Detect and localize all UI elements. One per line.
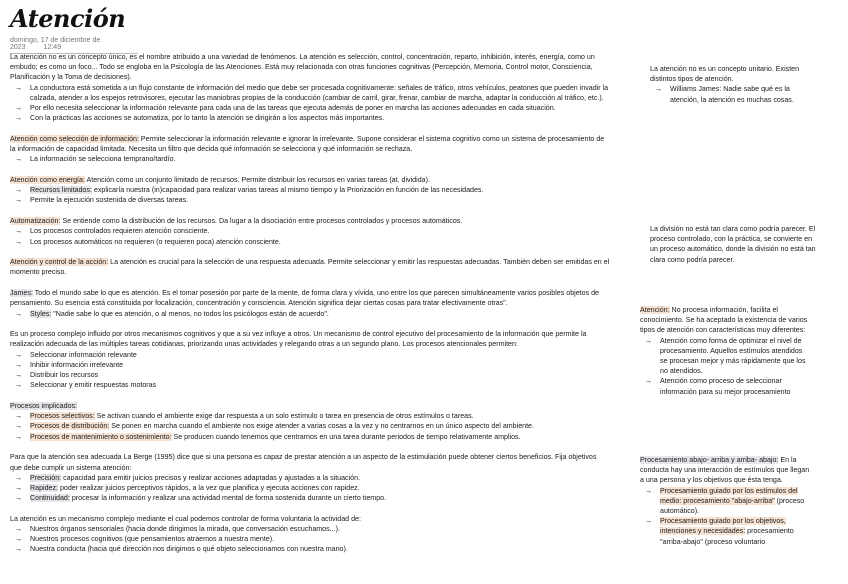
highlight-term: Procesamiento guiado por los objetivos, intenciones y necesidades:	[660, 517, 786, 536]
proceso-section	[10, 329, 610, 390]
arrow-icon: →	[15, 83, 23, 92]
list-item	[10, 103, 610, 113]
section-paragraph	[10, 216, 610, 226]
highlight-term: Continuidad:	[30, 494, 70, 503]
section-paragraph: Para que la atención sea adecuada La Berge (1995) dice que si una persona es capaz de prestar atención a un aspecto de la estimulación puede obtener ciertos beneficios. Fija objetivos que debe cumplir un sistema atención:	[10, 453, 597, 472]
side-note-division[interactable]	[650, 224, 818, 265]
arrow-icon: →	[15, 381, 23, 390]
arrow-icon: →	[15, 237, 23, 246]
list-item-text: Seleccionar información relevante	[30, 350, 137, 359]
list-item-text: Atención como forma de optimizar el nivel de procesamiento. Aquellos estímulos atendidos se procesan mejor y más rápidamente que los no atendidos.	[660, 336, 806, 376]
arrow-icon: →	[15, 196, 23, 205]
list-item-text: Por ello necesita seleccionar la información relevante para cada una de las tareas que ejecuta además de poner en marcha las acciones adecuadas en cada situación.	[30, 104, 556, 113]
paragraph-text: Todo el mundo sabe lo que es atención. Es el tomar posesión por parte de la mente, de forma clara y vívida, uno entre los que parecen simultáneamente varios posibles objetos de pensamiento. Su esencia está constituida por focalización, concentración y consciencia. Atención significa dejar ciertas cosas para tratar efectivamente otras".	[10, 289, 600, 308]
list-item	[10, 380, 610, 390]
mecanismo-section	[10, 514, 610, 555]
list-item	[10, 473, 610, 483]
list-item-text: Nuestros órganos sensoriales (hacia donde dirigimos la mirada, que conversación escuchamos...).	[30, 525, 340, 534]
list-item	[640, 516, 810, 547]
list-item-text: Williams James: Nadie sabe qué es la atención, la atención es muchas cosas.	[670, 85, 794, 104]
list-item-text: Inhibir información irrelevante	[30, 360, 124, 369]
section-paragraph	[10, 175, 610, 185]
intro-section	[10, 52, 610, 123]
arrow-icon: →	[645, 336, 653, 345]
side-note-text-body: No procesa información, facilita el conocimiento. Se ha aceptado la existencia de varios tipos de atención con características muy diferentes:	[640, 306, 808, 335]
highlight-term: Procesos selectivos:	[30, 412, 95, 421]
arrow-icon: →	[15, 309, 23, 318]
list-item	[10, 411, 610, 421]
highlight-term: Procesos de distribución:	[30, 422, 110, 431]
highlight-term: Precisión:	[30, 473, 62, 482]
list-item	[10, 432, 610, 442]
list-item-text: procesar la información y realizar una actividad mental de forma sostenida durante un cierto tiempo.	[69, 494, 387, 503]
automatizacion-section	[10, 216, 610, 247]
list-item	[10, 544, 610, 554]
list-item	[10, 83, 610, 103]
arrow-icon: →	[15, 227, 23, 236]
highlight-term: Styles:	[30, 309, 52, 318]
arrow-icon: →	[655, 85, 663, 94]
arrow-icon: →	[15, 155, 23, 164]
intro-paragraph: La atención no es un concepto único, es el nombre atribuido a una variedad de fenómenos. La atención es selección, control, concentración, reparto, inhibición, interés, energía, como un embudo; es como un foco... Todo se engloba en la Psicología de las Atenciones. Está muy relacionada con otras funciones cognitivas (Percepción, Memoria, Control motor, Consciencia, Planificación y la Toma de decisiones).	[10, 53, 595, 82]
section-paragraph: Es un proceso complejo influido por otros mecanismos cognitivos y que a su vez influye a otros. Un mecanismo de control ejecutivo del procesamiento de la información que permite la realización adecuada de las múltiples tareas cotidianas, priorizando unas actividades y relegando otras a un segundo plano. Los procesos atencionales permiten:	[10, 330, 587, 349]
seleccion-section	[10, 134, 610, 165]
list-item-text: Se activan cuando el ambiente exige dar respuesta a un solo estímulo o tarea en presencia de otros estímulos o tareas.	[94, 412, 474, 421]
list-item-text: Nuestros procesos cognitivos (que pensamientos atraemos a nuestra mente).	[30, 535, 275, 544]
paragraph-text: Se entiende como la distribución de los recursos. Da lugar a la disociación entre procesos controlados y procesos automáticos.	[60, 217, 463, 226]
list-item	[10, 237, 610, 247]
list-item-text: Con la prácticas las acciones se automatiza, por lo tanto la atención se dirigirán a los aspectos más importantes.	[30, 114, 385, 123]
list-item	[10, 483, 610, 493]
laberge-section	[10, 452, 610, 503]
list-item-text: Los procesos controlados requieren atención consciente.	[30, 227, 210, 236]
note-time: 12:49	[43, 44, 62, 51]
arrow-icon: →	[15, 360, 23, 369]
arrow-icon: →	[15, 535, 23, 544]
arrow-icon: →	[15, 545, 23, 554]
page-title: Atención	[10, 4, 126, 33]
list-item	[10, 524, 610, 534]
side-note-text	[640, 455, 810, 486]
control-section	[10, 257, 610, 277]
energia-section	[10, 175, 610, 206]
list-item-text: procesamiento "arriba-abajo" (proceso voluntario	[660, 527, 794, 546]
list-item	[10, 226, 610, 236]
side-note-text: La división no está tan clara como podría parecer. El proceso controlado, con la práctica, se convierte en un proceso automático, donde la división no está tan clara como podría parecer.	[650, 225, 816, 264]
highlight-term: Procesamiento abajo- arriba y arriba- abajo:	[640, 456, 779, 464]
arrow-icon: →	[15, 422, 23, 431]
arrow-icon: →	[15, 104, 23, 113]
list-item-text: La conductora está sometida a un flujo constante de información del medio que debe ser procesada cognitivamente: señales de tráfico, otros vehículos, peatones que pueden invadir la calzada, atender a los espejos retrovisores, ejecutar las maniobras propias de la conducción (cambiar de carril, girar, frenar, cambiar de marcha, adaptar la conducción al tráfico, etc.).	[30, 83, 609, 102]
highlight-term: Procesamiento guiado por los estímulos del medio: procesamiento "abajo-arriba"	[660, 486, 798, 505]
implicados-section	[10, 401, 610, 442]
highlight-term: Atención y control de la acción:	[10, 258, 109, 267]
list-item	[650, 84, 800, 104]
side-note-atencion[interactable]	[640, 305, 810, 397]
arrow-icon: →	[15, 483, 23, 492]
highlight-term: Procesos implicados:	[10, 401, 78, 410]
list-item-text: Los procesos automáticos no requieren (o requieren poca) atención consciente.	[30, 237, 281, 246]
side-note-procesamiento[interactable]	[640, 455, 810, 547]
side-note-text: La atención no es un concepto unitario. Existen distintos tipos de atención.	[650, 65, 800, 84]
list-item	[10, 534, 610, 544]
arrow-icon: →	[15, 432, 23, 441]
section-paragraph	[10, 401, 610, 411]
list-item-text: Seleccionar y emitir respuestas motoras	[30, 381, 157, 390]
list-item	[10, 370, 610, 380]
highlight-term: Automatización:	[10, 217, 61, 226]
list-item-text: Nuestra conducta (hacia qué dirección nos dirigimos o qué objeto seleccionamos con nuestra mano).	[30, 545, 348, 554]
arrow-icon: →	[645, 517, 653, 526]
list-item	[10, 421, 610, 431]
list-item-text: capacidad para emitir juicios precisos y realizar acciones adaptadas y ajustadas a la situación.	[61, 473, 361, 482]
list-item	[640, 336, 810, 377]
list-item	[10, 185, 610, 195]
section-paragraph: La atención es un mecanismo complejo mediante el cual podemos controlar de forma voluntaria la actividad de:	[10, 514, 361, 523]
list-item-text: explicaría nuestra (in)capacidad para realizar varias tareas al mismo tiempo y la Priorización en función de las necesidades.	[91, 186, 484, 195]
list-item	[640, 376, 810, 396]
paragraph-text: La atención es crucial para la selección de una respuesta adecuada. Permite seleccionar y emitir las respuestas adecuadas. También deben ser emitidas en el momento preciso.	[10, 258, 610, 277]
highlight-term: Atención:	[640, 306, 670, 314]
list-item	[10, 493, 610, 503]
list-item	[10, 360, 610, 370]
section-paragraph	[10, 134, 610, 154]
list-item-text: Atención como proceso de seleccionar información para su mejor procesamiento	[660, 377, 791, 396]
james-section	[10, 288, 610, 319]
paragraph-text: Atención como un conjunto limitado de recursos. Permite distribuir los recursos en varias tareas (at. dividida).	[84, 176, 430, 185]
list-item-text: "Nadie sabe lo que es atención, o al menos, no todos los psicólogos están de acuerdo".	[51, 309, 329, 318]
arrow-icon: →	[15, 186, 23, 195]
arrow-icon: →	[645, 377, 653, 386]
arrow-icon: →	[15, 350, 23, 359]
arrow-icon: →	[15, 412, 23, 421]
side-note-unitario[interactable]	[650, 64, 800, 105]
list-item-text: Se ponen en marcha cuando el ambiente nos exige atender a varias cosas a la vez y no centrarnos en un único aspecto del ambiente.	[109, 422, 534, 431]
highlight-term: Rapidez:	[30, 483, 58, 492]
list-item-text: La información se selecciona temprano/tardío.	[30, 155, 176, 164]
section-paragraph	[10, 257, 610, 277]
highlight-term: Atención como selección de información:	[10, 134, 139, 143]
highlight-term: Procesos de mantenimiento o sostenimiento:	[30, 432, 172, 441]
note-body[interactable]	[10, 52, 610, 565]
highlight-term: James:	[10, 289, 33, 298]
arrow-icon: →	[645, 486, 653, 495]
list-item-text: (proceso automático).	[660, 496, 805, 516]
list-item-text: Se producen cuando tenemos que centrarnos en una tarea durante periodos de tiempo relativamente amplios.	[171, 432, 521, 441]
list-item-text: poder realizar juicios perceptivos rápidos, a la vez que planifica y ejecuta acciones con rapidez.	[58, 483, 360, 492]
list-item-text: Distribuir los recursos	[30, 371, 99, 380]
highlight-term: Recursos limitados:	[30, 186, 92, 195]
list-item-text: Permite la ejecución sostenida de diversas tareas.	[30, 196, 189, 205]
arrow-icon: →	[15, 494, 23, 503]
highlight-term: Atención como energía:	[10, 176, 85, 185]
list-item	[10, 113, 610, 123]
arrow-icon: →	[15, 371, 23, 380]
note-date: domingo, 17 de diciembre de 2023	[10, 37, 101, 51]
paragraph-text: Permite seleccionar la información relevante e ignorar la irrelevante. Supone considerar el sistema cognitivo como un sistema de procesamiento de la información de capacidad limitada. Necesita un filtro que decida qué información se selecciona y qué información se rechaza.	[10, 134, 605, 154]
side-note-text-body: En la conducta hay una interacción de estímulos que llegan a una persona y los objetivos que ésta tenga.	[640, 456, 810, 485]
section-paragraph	[10, 288, 610, 308]
list-item	[10, 154, 610, 164]
list-item	[10, 350, 610, 360]
list-item	[10, 309, 610, 319]
arrow-icon: →	[15, 525, 23, 534]
list-item	[640, 486, 810, 517]
list-item	[10, 195, 610, 205]
arrow-icon: →	[15, 473, 23, 482]
arrow-icon: →	[15, 114, 23, 123]
side-note-text	[640, 305, 810, 336]
